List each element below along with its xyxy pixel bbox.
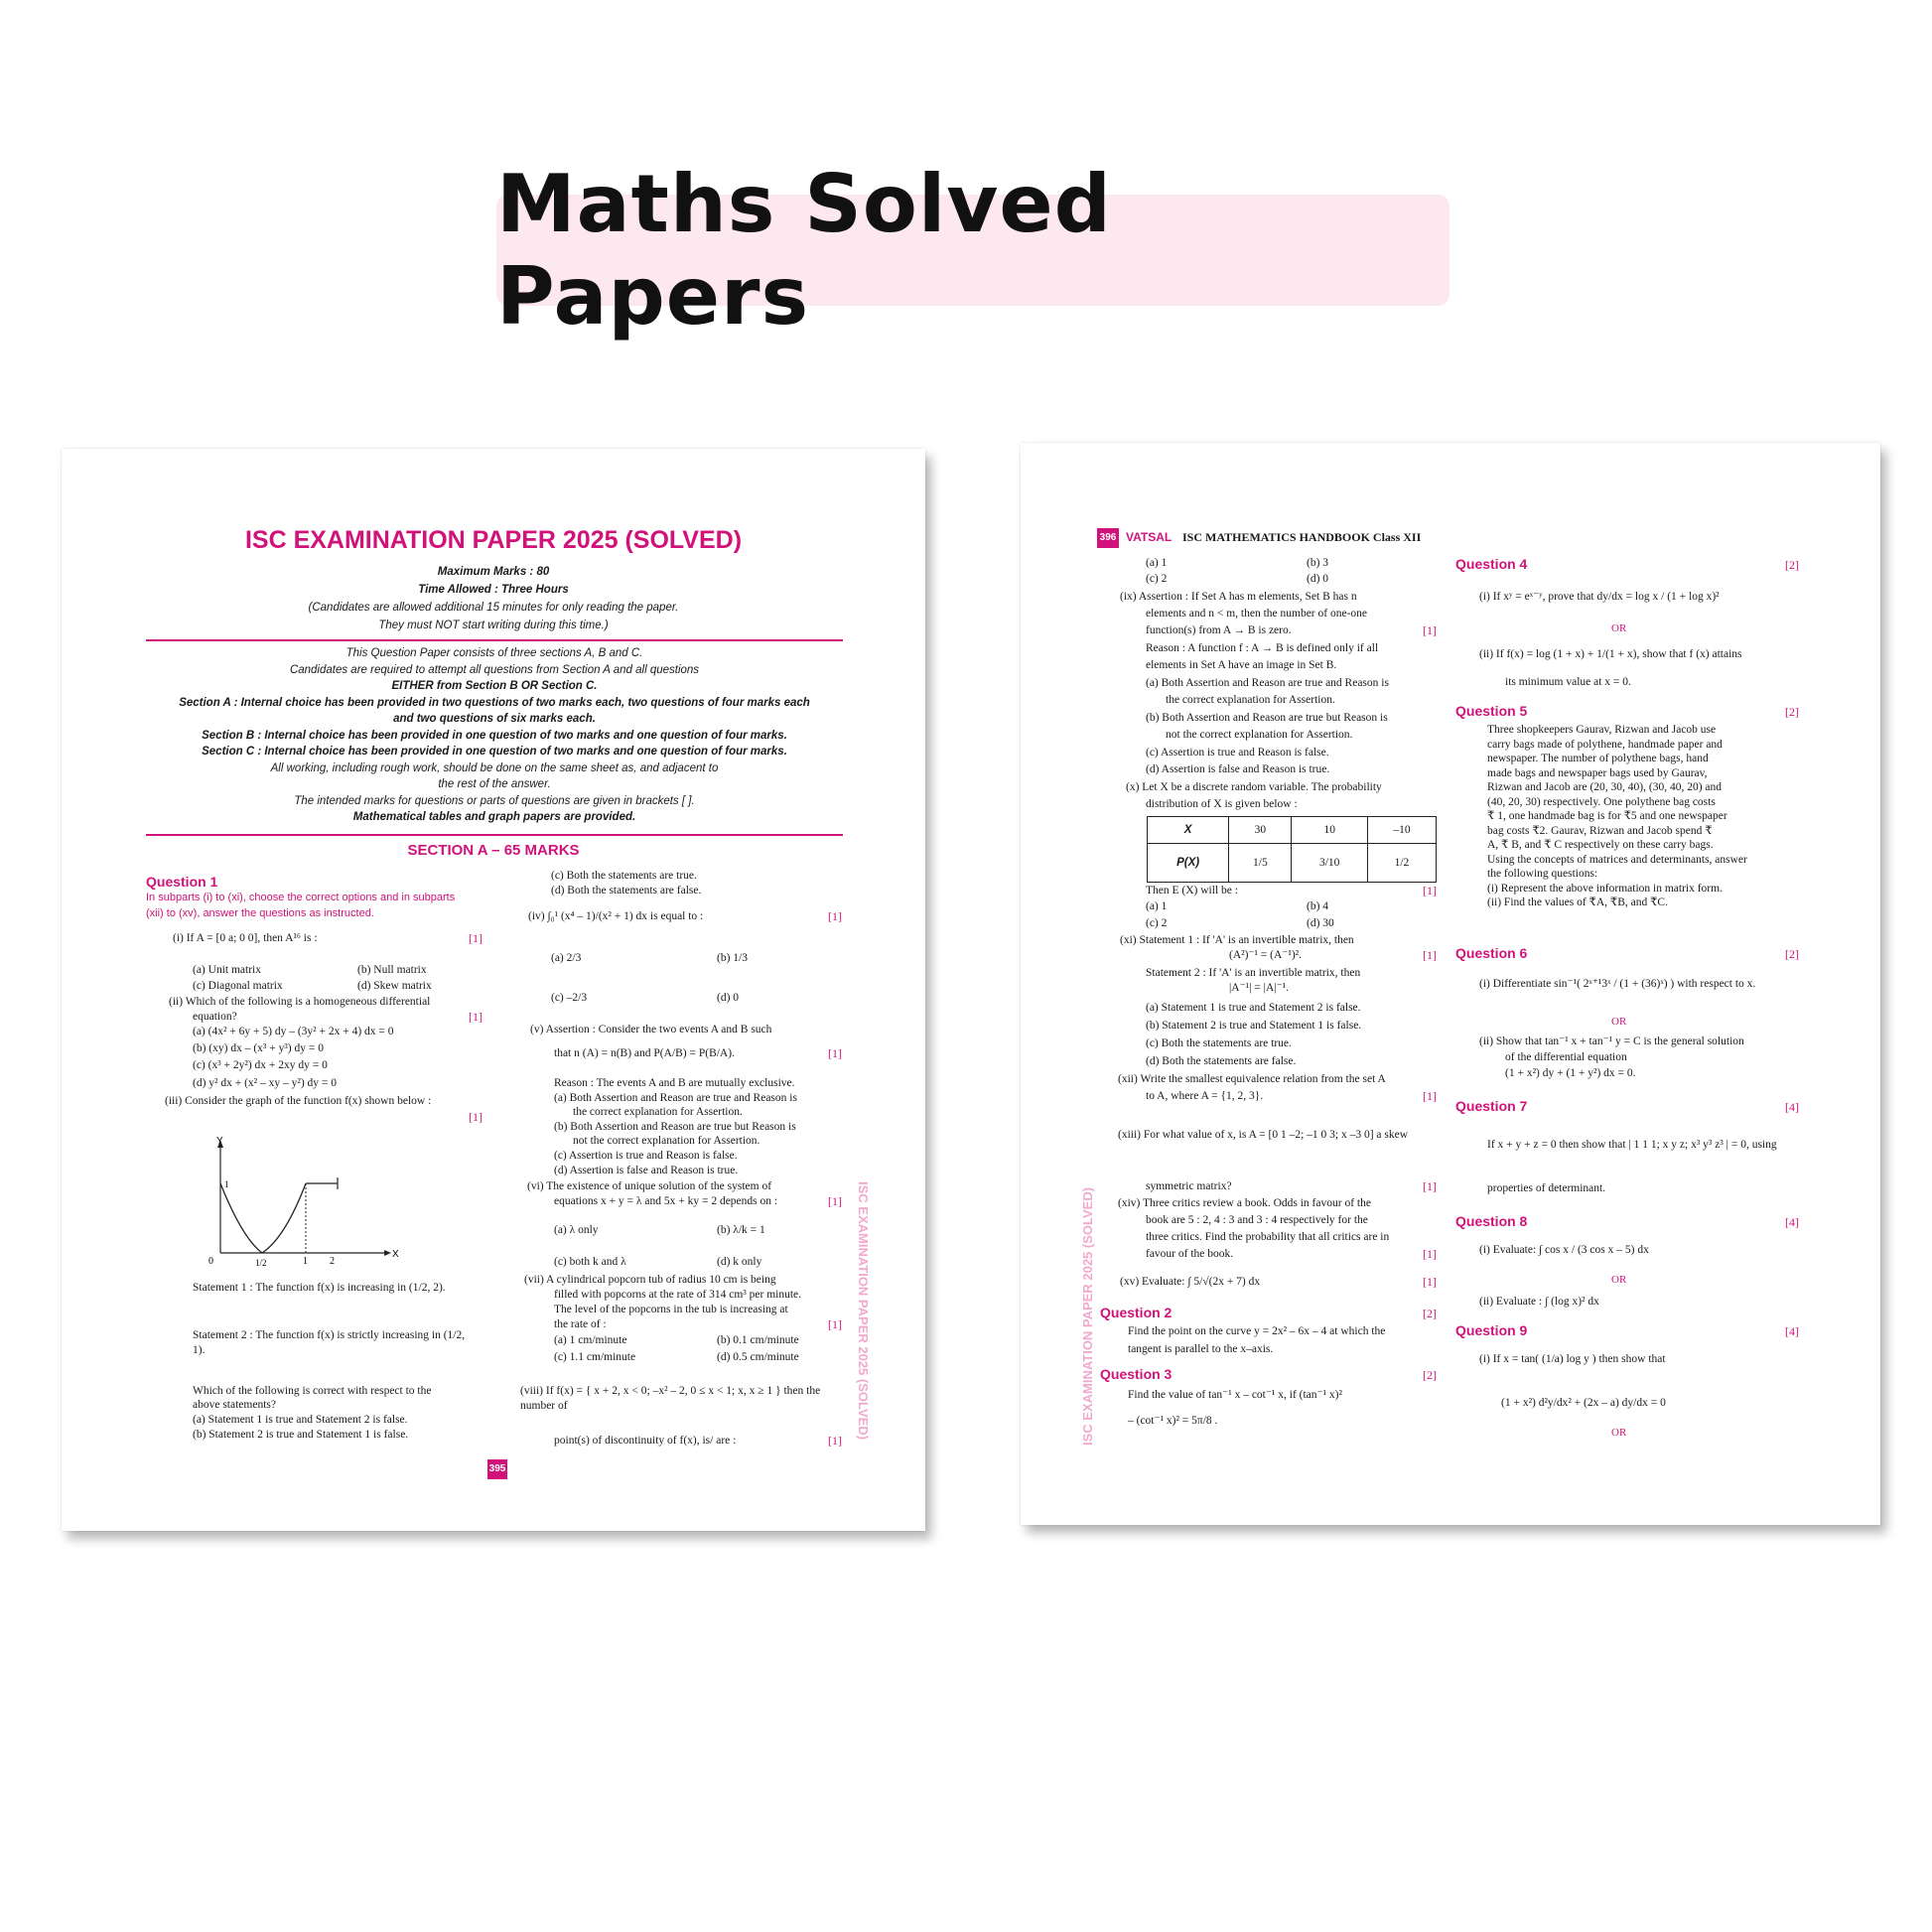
q5-line: (ii) Find the values of ₹A, ₹B, and ₹C. bbox=[1487, 897, 1668, 908]
option: (c) Both the statements are true. bbox=[1146, 1037, 1292, 1049]
mark: [4] bbox=[1785, 1100, 1799, 1114]
q1-i: (i) If A = [0 a; 0 0], then A¹⁶ is : bbox=[173, 932, 318, 944]
option: (a) 1 cm/minute bbox=[554, 1334, 627, 1346]
table-header: 10 bbox=[1292, 817, 1367, 844]
curve bbox=[220, 1183, 306, 1253]
option: (d) 0.5 cm/minute bbox=[717, 1351, 799, 1363]
page-number-396: 396 bbox=[1097, 528, 1119, 548]
q1-ix-3: function(s) from A → B is zero. bbox=[1146, 624, 1292, 636]
option: (d) 0 bbox=[717, 992, 740, 1004]
option: (b) Null matrix bbox=[357, 964, 427, 976]
table-cell: 1/5 bbox=[1229, 844, 1292, 883]
option: (c) Diagonal matrix bbox=[193, 980, 283, 992]
option: (b) λ/k = 1 bbox=[717, 1224, 765, 1236]
option: (c) both k and λ bbox=[554, 1256, 626, 1268]
mark: [1] bbox=[828, 1046, 842, 1060]
table-cell: P(X) bbox=[1148, 844, 1229, 883]
mark: [1] bbox=[1423, 623, 1437, 637]
q5-line: the following questions: bbox=[1487, 868, 1598, 880]
option: (d) Assertion is false and Reason is true. bbox=[1146, 763, 1330, 775]
question-5-heading: Question 5 bbox=[1455, 703, 1528, 719]
rule-top bbox=[146, 639, 843, 641]
q1-xiii-2: symmetric matrix? bbox=[1146, 1180, 1232, 1192]
mark: [2] bbox=[1423, 1368, 1437, 1382]
q1-instruction-1: In subparts (i) to (xi), choose the correct options and in subparts bbox=[146, 892, 456, 903]
q1-xi-2: (A²)⁻¹ = (A⁻¹)². bbox=[1229, 949, 1302, 961]
instr-line: EITHER from Section B OR Section C. bbox=[391, 680, 598, 692]
option: (b) (xy) dx – (x³ + y³) dy = 0 bbox=[193, 1042, 324, 1054]
q1-viii-2: point(s) of discontinuity of f(x), is/ are : bbox=[554, 1435, 737, 1447]
q1-vii-3: The level of the popcorns in the tub is increasing at bbox=[554, 1304, 788, 1315]
graph-y-one: 1 bbox=[224, 1179, 229, 1189]
option: (a) λ only bbox=[554, 1224, 599, 1236]
x-axis-arrow bbox=[384, 1250, 391, 1256]
q4-ii-2: its minimum value at x = 0. bbox=[1505, 676, 1631, 688]
or-label: OR bbox=[1611, 1427, 1627, 1439]
q5-body bbox=[1487, 723, 1795, 910]
instr-line: The intended marks for questions or parts of questions are given in brackets [ ]. bbox=[294, 794, 695, 807]
graph-origin: 0 bbox=[208, 1256, 213, 1267]
note-2: They must NOT start writing during this time.) bbox=[378, 620, 609, 631]
question-9-heading: Question 9 bbox=[1455, 1322, 1528, 1338]
q1-x-2: distribution of X is given below : bbox=[1146, 798, 1298, 810]
table-cell: 1/2 bbox=[1367, 844, 1436, 883]
mark: [1] bbox=[828, 1317, 842, 1331]
option: (c) 1.1 cm/minute bbox=[554, 1351, 636, 1363]
q1-iii: (iii) Consider the graph of the function f(x) shown below : bbox=[165, 1095, 432, 1107]
question-1-heading: Question 1 bbox=[146, 874, 218, 890]
mark: [1] bbox=[1423, 884, 1437, 897]
graph-x-half: 1/2 bbox=[255, 1258, 267, 1268]
option: the correct explanation for Assertion. bbox=[573, 1106, 743, 1118]
question-2-heading: Question 2 bbox=[1100, 1305, 1173, 1320]
instr-line: and two questions of six marks each. bbox=[393, 713, 596, 725]
q1-iv: (iv) ∫₀¹ (x⁴ – 1)/(x² + 1) dx is equal to : bbox=[528, 910, 704, 922]
q1-x: (x) Let X be a discrete random variable. The probability bbox=[1126, 781, 1382, 793]
option: (b) Both Assertion and Reason are true but Reason is bbox=[1146, 712, 1388, 724]
q1-xiv: (xiv) Three critics review a book. Odds in favour of the bbox=[1118, 1197, 1371, 1209]
option: (d) k only bbox=[717, 1256, 762, 1268]
q1-xi: (xi) Statement 1 : If 'A' is an invertible matrix, then bbox=[1120, 934, 1354, 946]
q2-text-2: tangent is parallel to the x–axis. bbox=[1128, 1343, 1274, 1355]
option: (b) 3 bbox=[1307, 557, 1329, 569]
which-1: Which of the following is correct with respect to the bbox=[193, 1385, 432, 1397]
mark: [1] bbox=[1423, 1247, 1437, 1261]
q6-ii: (ii) Show that tan⁻¹ x + tan⁻¹ y = C is the general solution bbox=[1479, 1035, 1744, 1047]
question-4-heading: Question 4 bbox=[1455, 556, 1528, 572]
mark: [1] bbox=[828, 1434, 842, 1448]
option: (b) Both Assertion and Reason are true but Reason is bbox=[554, 1121, 796, 1133]
mark: [1] bbox=[1423, 948, 1437, 962]
option: not the correct explanation for Assertion. bbox=[1166, 729, 1353, 741]
instr-line: All working, including rough work, should be done on the same sheet as, and adjacent to bbox=[270, 761, 719, 774]
q5-line: ₹ 1, one handmade bag is for ₹5 and one newspaper bbox=[1487, 810, 1727, 822]
x-q2: Then E (X) will be : bbox=[1146, 885, 1238, 897]
option: (c) 2 bbox=[1146, 917, 1168, 929]
q1-ii-2: equation? bbox=[193, 1011, 237, 1023]
q1-instruction-2: (xii) to (xv), answer the questions as instructed. bbox=[146, 907, 374, 919]
or-label: OR bbox=[1611, 1016, 1627, 1028]
q7-text: If x + y + z = 0 then show that | 1 1 1; x y z; x³ y³ z³ | = 0, using bbox=[1487, 1139, 1777, 1151]
option: (a) (4x² + 6y + 5) dy – (3y² + 2x + 4) dx = 0 bbox=[193, 1026, 394, 1037]
q9-eq: (1 + x²) d²y/dx² + (2x – a) dy/dx = 0 bbox=[1501, 1397, 1666, 1409]
mark: [1] bbox=[828, 909, 842, 923]
graph-x-two: 2 bbox=[330, 1256, 335, 1267]
mark: [2] bbox=[1785, 705, 1799, 719]
q1-v: (v) Assertion : Consider the two events A and B such bbox=[530, 1024, 772, 1035]
q5-line: Three shopkeepers Gaurav, Rizwan and Jacob use bbox=[1487, 724, 1717, 736]
option: (d) Skew matrix bbox=[357, 980, 432, 992]
q1-viii: (viii) If f(x) = { x + 2, x < 0; –x² – 2, 0 ≤ x < 1; x, x ≥ 1 } then the number of bbox=[520, 1385, 821, 1412]
q1-xiii: (xiii) For what value of x, is A = [0 1 –2; –1 0 3; x –3 0] a skew bbox=[1118, 1129, 1409, 1141]
q6-ii-2: of the differential equation bbox=[1505, 1051, 1627, 1063]
mark: [1] bbox=[469, 931, 483, 945]
q1-xiv-4: favour of the book. bbox=[1146, 1248, 1234, 1260]
mark: [1] bbox=[1423, 1089, 1437, 1103]
option: (d) y² dx + (x² – xy – y²) dy = 0 bbox=[193, 1077, 338, 1089]
rule-bottom bbox=[146, 834, 843, 836]
q1-xiv-3: three critics. Find the probability that all critics are in bbox=[1146, 1231, 1390, 1243]
q1-xv: (xv) Evaluate: ∫ 5/√(2x + 7) dx bbox=[1120, 1276, 1261, 1288]
instr-line: Section C : Internal choice has been provided in one question of two marks and one question of four marks. bbox=[202, 746, 787, 758]
option: (c) –2/3 bbox=[551, 992, 588, 1004]
probability-table bbox=[1147, 816, 1437, 883]
right-watermark: ISC EXAMINATION PAPER 2025 (SOLVED) bbox=[1080, 1186, 1095, 1446]
mark: [2] bbox=[1785, 558, 1799, 572]
or-label: OR bbox=[1611, 1274, 1627, 1286]
option: (a) Statement 1 is true and Statement 2 is false. bbox=[193, 1414, 408, 1426]
q7-text-2: properties of determinant. bbox=[1487, 1182, 1606, 1194]
paper-title: ISC EXAMINATION PAPER 2025 (SOLVED) bbox=[244, 526, 743, 554]
option: (d) Assertion is false and Reason is true. bbox=[554, 1165, 739, 1176]
function-graph bbox=[201, 1134, 399, 1273]
q1-vii-4: the rate of : bbox=[554, 1318, 607, 1330]
mark: [1] bbox=[1423, 1275, 1437, 1289]
q1-ix-2: elements and n < m, then the number of one-one bbox=[1146, 608, 1368, 620]
option: (a) 2/3 bbox=[551, 952, 582, 964]
q5-line: carry bags made of polythene, handmade paper and bbox=[1487, 738, 1723, 751]
banner bbox=[496, 158, 1449, 343]
option: (a) 1 bbox=[1146, 900, 1168, 912]
table-header: 30 bbox=[1229, 817, 1292, 844]
statement-2: Statement 2 : The function f(x) is strictly increasing in (1/2, 1). bbox=[193, 1329, 466, 1356]
note-1: (Candidates are allowed additional 15 minutes for only reading the paper. bbox=[308, 602, 679, 614]
or-label: OR bbox=[1611, 622, 1627, 634]
option: (c) 2 bbox=[1146, 573, 1168, 585]
option: (c) Assertion is true and Reason is false. bbox=[554, 1150, 738, 1162]
q6-i: (i) Differentiate sin⁻¹( 2ˣ⁺¹3ˣ / (1 + (36)ˣ) ) with respect to x. bbox=[1479, 978, 1756, 990]
q1-ix: (ix) Assertion : If Set A has m elements, Set B has n bbox=[1120, 591, 1357, 603]
mark: [1] bbox=[469, 1110, 483, 1124]
brand: VATSAL bbox=[1126, 530, 1173, 544]
q3-text: Find the value of tan⁻¹ x – cot⁻¹ x, if (tan⁻¹ x)² bbox=[1128, 1389, 1342, 1401]
option: (a) Unit matrix bbox=[193, 964, 261, 976]
mark: [4] bbox=[1785, 1324, 1799, 1338]
which-2: above statements? bbox=[193, 1399, 276, 1411]
q8-ii: (ii) Evaluate : ∫ (log x)² dx bbox=[1479, 1296, 1599, 1308]
q5-line: Using the concepts of matrices and determinants, answer bbox=[1487, 853, 1747, 866]
instructions bbox=[146, 645, 843, 826]
q1-vi-2: equations x + y = λ and 5x + ky = 2 depends on : bbox=[554, 1195, 778, 1207]
q4-i: (i) If xʸ = eˣ⁻ʸ, prove that dy/dx = log x / (1 + log x)² bbox=[1479, 591, 1720, 603]
q1-v-2: that n (A) = n(B) and P(A/B) = P(B/A). bbox=[554, 1047, 735, 1059]
option: (b) 4 bbox=[1307, 900, 1329, 912]
q5-line: newspaper. The number of polythene bags, hand bbox=[1487, 753, 1709, 764]
q5-line: bag costs ₹2. Gaurav, Rizwan and Jacob spend ₹ bbox=[1487, 824, 1713, 837]
option: (b) Statement 2 is true and Statement 1 is false. bbox=[1146, 1020, 1362, 1032]
q1-xiv-2: book are 5 : 2, 4 : 3 and 3 : 4 respectively for the bbox=[1146, 1214, 1368, 1226]
max-marks: Maximum Marks : 80 bbox=[437, 566, 550, 578]
question-6-heading: Question 6 bbox=[1455, 945, 1528, 961]
option: (b) Statement 2 is true and Statement 1 is false. bbox=[193, 1429, 409, 1441]
mark: [1] bbox=[828, 1194, 842, 1208]
right-page bbox=[1021, 443, 1880, 1525]
option: (d) 30 bbox=[1307, 917, 1334, 929]
question-7-heading: Question 7 bbox=[1455, 1098, 1528, 1114]
option: (b) 1/3 bbox=[717, 952, 748, 964]
option: (a) 1 bbox=[1146, 557, 1168, 569]
mark: [4] bbox=[1785, 1215, 1799, 1229]
q5-line: Rizwan and Jacob are (20, 30, 40), (30, 40, 20) and bbox=[1487, 781, 1723, 793]
q2-text: Find the point on the curve y = 2x² – 6x – 4 at which the bbox=[1128, 1325, 1386, 1337]
q6-ii-3: (1 + x²) dy + (1 + y²) dx = 0. bbox=[1505, 1067, 1636, 1079]
mark: [1] bbox=[469, 1010, 483, 1024]
v-reason: Reason : The events A and B are mutually exclusive. bbox=[554, 1077, 795, 1089]
question-3-heading: Question 3 bbox=[1100, 1366, 1173, 1382]
table-cell: 3/10 bbox=[1292, 844, 1367, 883]
statement-1: Statement 1 : The function f(x) is increasing in (1/2, 2). bbox=[193, 1282, 446, 1294]
ix-reason-2: elements in Set A have an image in Set B. bbox=[1146, 659, 1337, 671]
option: (c) (x³ + 2y²) dx + 2xy dy = 0 bbox=[193, 1059, 328, 1071]
option: (a) Both Assertion and Reason are true and Reason is bbox=[554, 1092, 797, 1104]
q1-vii: (vii) A cylindrical popcorn tub of radius 10 cm is being bbox=[524, 1274, 776, 1286]
option: (a) Both Assertion and Reason are true and Reason is bbox=[1146, 677, 1389, 689]
q1-vi: (vi) The existence of unique solution of the system of bbox=[527, 1180, 772, 1192]
time-allowed: Time Allowed : Three Hours bbox=[418, 584, 569, 596]
xi-st2: Statement 2 : If 'A' is an invertible matrix, then bbox=[1146, 967, 1361, 979]
banner-title: Maths Solved Papers bbox=[496, 158, 1112, 343]
question-8-heading: Question 8 bbox=[1455, 1213, 1528, 1229]
q8-i: (i) Evaluate: ∫ cos x / (3 cos x – 5) dx bbox=[1479, 1244, 1649, 1256]
q3-text-2: – (cot⁻¹ x)² = 5π/8 . bbox=[1128, 1415, 1218, 1427]
q1-vii-2: filled with popcorns at the rate of 314 cm³ per minute. bbox=[554, 1289, 802, 1301]
option: (d) Both the statements are false. bbox=[551, 885, 702, 897]
q1-xii-2: to A, where A = {1, 2, 3}. bbox=[1146, 1090, 1264, 1102]
q1-xii: (xii) Write the smallest equivalence relation from the set A bbox=[1118, 1073, 1386, 1085]
option: (d) 0 bbox=[1307, 573, 1329, 585]
q9-i: (i) If x = tan( (1/a) log y ) then show that bbox=[1479, 1353, 1666, 1365]
instr-line: the rest of the answer. bbox=[438, 778, 551, 790]
option: not the correct explanation for Assertion. bbox=[573, 1135, 760, 1147]
q1-ii: (ii) Which of the following is a homogeneous differential bbox=[169, 996, 431, 1008]
option: (c) Assertion is true and Reason is false. bbox=[1146, 747, 1329, 759]
option: (b) 0.1 cm/minute bbox=[717, 1334, 799, 1346]
ix-reason: Reason : A function f : A → B is defined only if all bbox=[1146, 642, 1379, 654]
section-a-heading: SECTION A – 65 MARKS bbox=[407, 842, 580, 859]
page-number-395: 395 bbox=[487, 1459, 507, 1479]
instr-line: Section A : Internal choice has been provided in two questions of two marks each, two questions of four marks each bbox=[179, 696, 810, 709]
running-header: ISC MATHEMATICS HANDBOOK Class XII bbox=[1182, 530, 1422, 544]
option: the correct explanation for Assertion. bbox=[1166, 694, 1335, 706]
option: (c) Both the statements are true. bbox=[551, 870, 697, 882]
graph-x-label: X bbox=[392, 1249, 399, 1260]
option: (a) Statement 1 is true and Statement 2 is false. bbox=[1146, 1002, 1361, 1014]
xi-st2-2: |A⁻¹| = |A|⁻¹. bbox=[1229, 982, 1289, 994]
q5-line: (40, 20, 30) respectively. One polythene bag costs bbox=[1487, 795, 1716, 808]
q5-line: A, ₹ B, and ₹ C respectively on these carry bags. bbox=[1487, 839, 1714, 851]
instr-line: This Question Paper consists of three sections A, B and C. bbox=[345, 647, 643, 659]
option: (d) Both the statements are false. bbox=[1146, 1055, 1297, 1067]
instr-line: Candidates are required to attempt all questions from Section A and all questions bbox=[289, 663, 700, 676]
graph-y-label: Y bbox=[216, 1136, 223, 1147]
instr-line: Section B : Internal choice has been provided in one question of two marks and one question of four marks. bbox=[202, 729, 787, 742]
graph-x-one: 1 bbox=[303, 1256, 308, 1267]
mark: [2] bbox=[1785, 947, 1799, 961]
instr-line: Mathematical tables and graph papers are provided. bbox=[352, 811, 636, 823]
table-header: X bbox=[1148, 817, 1229, 844]
left-page bbox=[62, 449, 925, 1531]
mark: [1] bbox=[1423, 1179, 1437, 1193]
q5-line: made bags and newspaper bags used by Gaurav, bbox=[1487, 766, 1708, 779]
left-watermark: ISC EXAMINATION PAPER 2025 (SOLVED) bbox=[856, 1181, 871, 1441]
table-header: –10 bbox=[1367, 817, 1436, 844]
q4-ii: (ii) If f(x) = log (1 + x) + 1/(1 + x), show that f (x) attains bbox=[1479, 648, 1742, 660]
mark: [2] bbox=[1423, 1307, 1437, 1320]
q5-line: (i) Represent the above information in matrix form. bbox=[1487, 882, 1723, 895]
